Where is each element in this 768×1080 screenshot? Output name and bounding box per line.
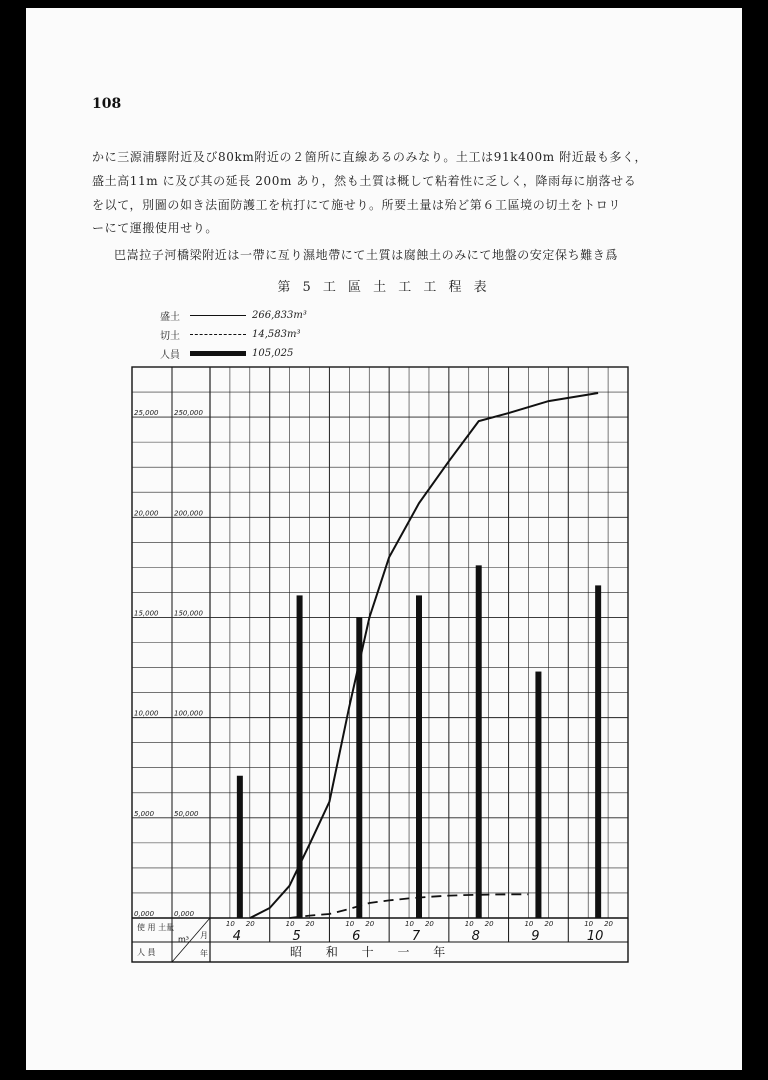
chart-bars [237,565,601,918]
day-tick-label: 20 [245,920,255,928]
day-tick-label: 20 [544,920,554,928]
body-text-line: 盛土高11m に及び其の延長 200m あり，然も土質は概して粘着性に乏しく，降雨毎に崩落せる [92,174,637,188]
legend-value: 266,833m³ [252,310,307,321]
chart-title: 第 5 工 區 土 工 工 程 表 [277,280,491,295]
worker-bar [476,565,482,918]
corner-label-month: 月 [200,931,208,940]
day-tick-label: 20 [424,920,434,928]
day-tick-label: 10 [464,920,474,928]
y-right-tick-label: 200,000 [174,509,203,518]
y-left-tick-label: 15,000 [134,609,159,618]
y-left-tick-label: 5,000 [134,809,155,818]
day-tick-label: 20 [604,920,614,928]
day-tick-label: 10 [524,920,534,928]
day-tick-label: 20 [305,920,315,928]
day-tick-label: 20 [484,920,494,928]
page-number: 108 [92,96,122,112]
worker-bar [416,595,422,918]
worker-bar [237,776,243,918]
corner-label-use: 使 用 土量 [137,923,175,932]
chart-grid [132,367,628,962]
y-left-tick-label: 25,000 [134,409,159,418]
y-right-tick-label: 50,000 [174,809,199,818]
day-tick-label: 20 [365,920,375,928]
body-text-line: かに三源浦驛附近及び80km附近の２箇所に直線あるのみなり。土工は91k400m 附近最も多く， [92,150,648,164]
x-axis-label: 昭 和 十 一 年 [290,945,456,959]
month-label: 6 [352,929,361,944]
day-tick-label: 10 [584,920,594,928]
y-right-tick-label: 100,000 [174,709,203,718]
month-label: 8 [471,929,480,944]
day-tick-label: 10 [285,920,295,928]
worker-bar [595,585,601,918]
body-text-line: ーにて運搬使用せり。 [92,221,219,235]
legend-label: 盛土 [160,312,180,323]
y-right-tick-label: 0,000 [174,910,195,918]
month-label: 9 [531,929,540,944]
day-tick-label: 10 [405,920,414,928]
body-text-line: 巴嵩拉子河橋梁附近は一帶に亙り濕地帶にて土質は腐蝕土のみにて地盤の安定保ち難き爲 [114,248,619,262]
month-label: 4 [232,929,242,944]
month-label: 10 [586,929,604,944]
month-label: 5 [292,929,301,944]
corner-label-unit: m³ [178,935,189,944]
chart-ticks [134,409,614,944]
corner-label-year: 年 [200,949,208,958]
corner-label-workers: 人 員 [137,948,156,957]
month-label: 7 [411,929,421,944]
y-right-tick-label: 150,000 [174,609,203,618]
day-tick-label: 10 [345,920,355,928]
y-left-tick-label: 0,000 [134,910,155,918]
legend-value: 14,583m³ [252,329,301,340]
y-right-tick-label: 250,000 [174,409,203,418]
chart-frame [132,367,628,962]
legend-label: 人員 [160,350,180,361]
worker-bar [535,672,541,918]
y-left-tick-label: 20,000 [134,509,159,518]
y-left-tick-label: 10,000 [134,709,159,718]
body-text-line: を以て，別圖の如き法面防護工を杭打にて施せり。所要土量は殆ど第６工區境の切土をトロリ [92,198,621,212]
day-tick-label: 10 [225,920,235,928]
legend-value: 105,025 [252,348,294,359]
legend-label: 切土 [160,331,180,342]
